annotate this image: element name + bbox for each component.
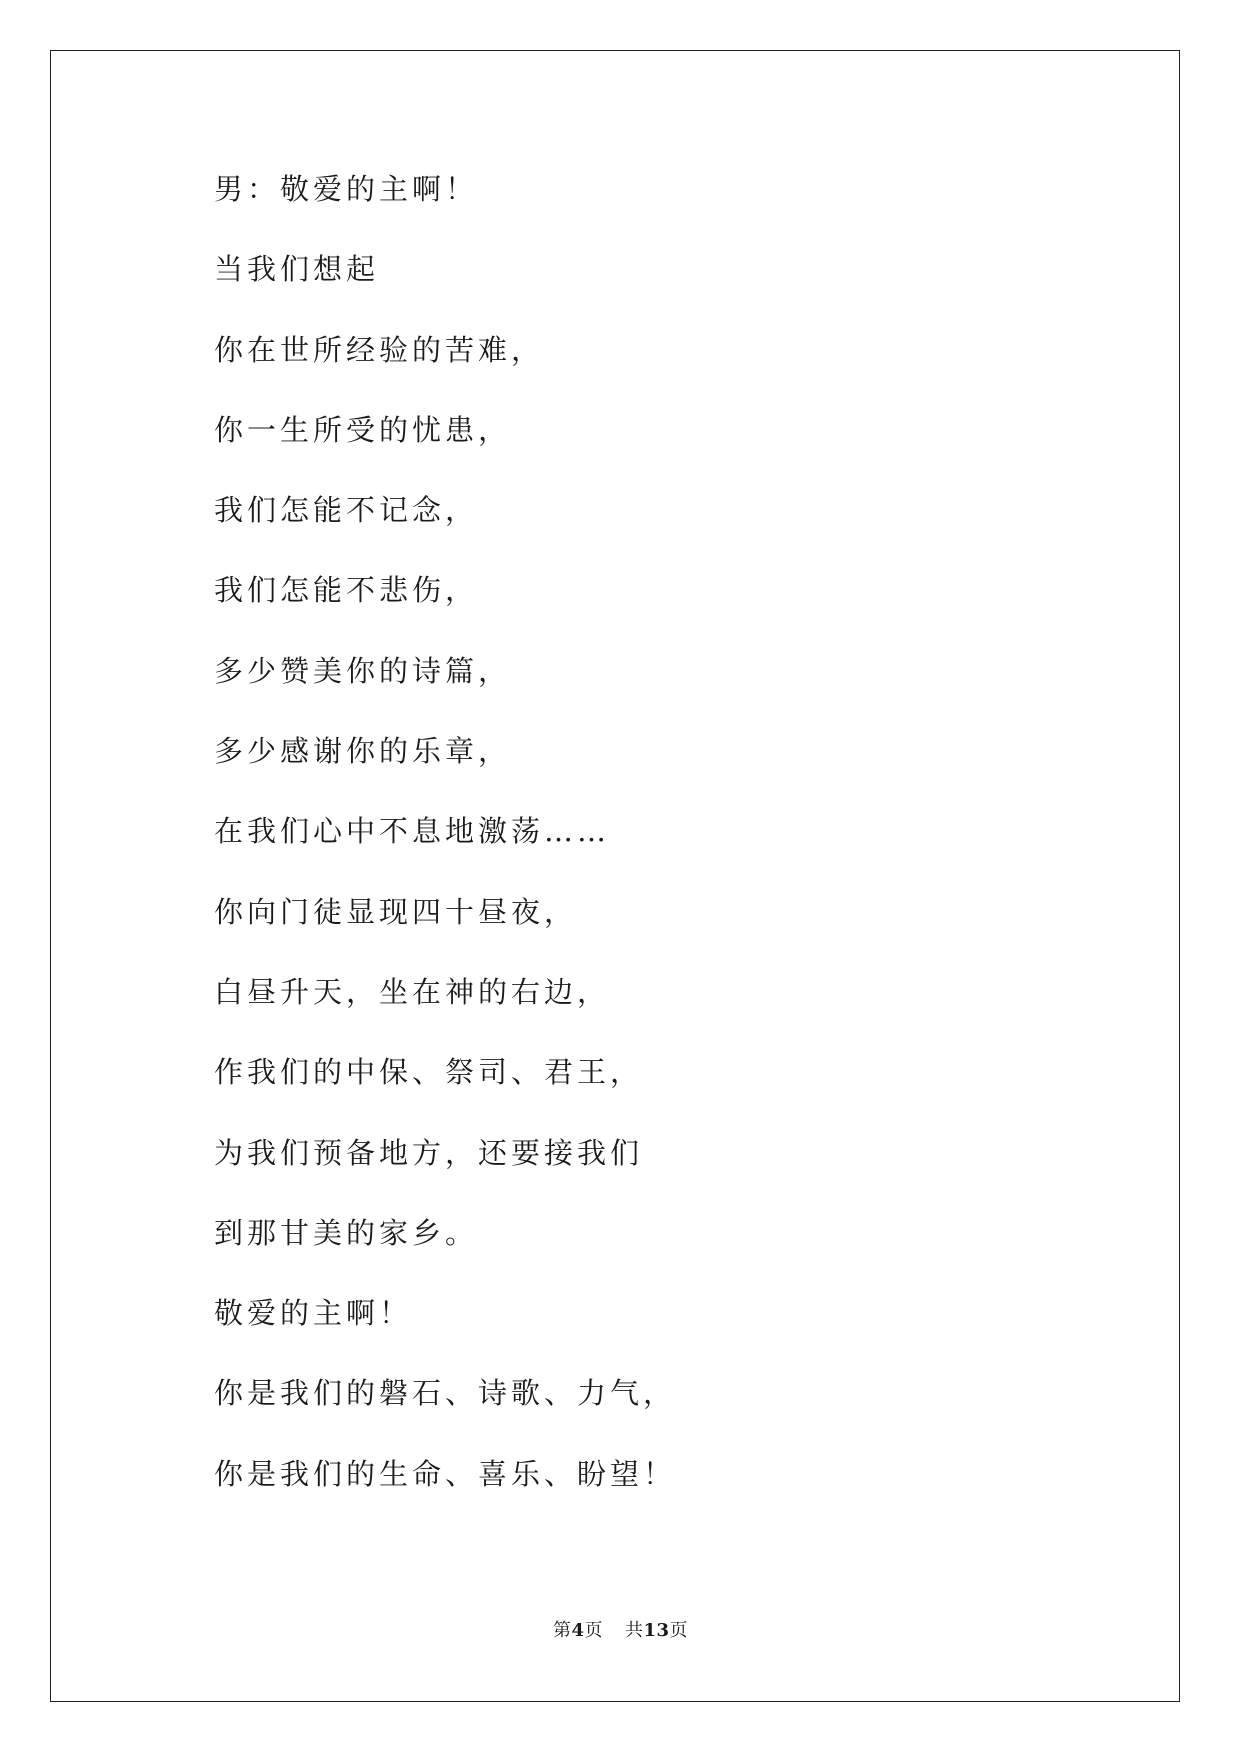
document-body <box>214 169 676 1534</box>
total-pages: 13 <box>643 1620 670 1641</box>
text-line: 多少感谢你的乐章， <box>214 734 512 769</box>
text-line: 我们怎能不悲伤， <box>214 573 479 608</box>
text-line: 你是我们的生命、喜乐、盼望！ <box>214 1456 677 1491</box>
text-line: 为我们预备地方，还要接我们 <box>214 1135 644 1170</box>
text-line: 你是我们的磐石、诗歌、力气， <box>214 1376 677 1411</box>
text-line: 敬爱的主啊！ <box>214 1296 413 1331</box>
text-line: 男：敬爱的主啊！ <box>214 172 479 206</box>
text-line: 作我们的中保、祭司、君王， <box>214 1055 644 1090</box>
text-line: 多少赞美你的诗篇， <box>214 653 512 688</box>
text-line: 我们怎能不记念， <box>214 493 479 528</box>
page-prefix: 第 <box>552 1620 572 1641</box>
text-line: 你一生所受的忧患， <box>214 412 512 447</box>
total-suffix: 页 <box>669 1620 689 1641</box>
total-prefix: 共 <box>624 1620 644 1641</box>
page-suffix: 页 <box>584 1620 603 1641</box>
text-line: 你在世所经验的苦难， <box>214 332 545 367</box>
text-line: 白昼升天，坐在神的右边， <box>214 974 611 1009</box>
page-number: 4 <box>571 1620 585 1641</box>
text-line: 到那甘美的家乡。 <box>214 1215 479 1250</box>
text-line: 你向门徒显现四十昼夜， <box>214 894 578 929</box>
page-footer <box>0 1616 1241 1642</box>
text-line: 当我们想起 <box>214 252 380 287</box>
text-line: 在我们心中不息地激荡…… <box>214 814 611 849</box>
